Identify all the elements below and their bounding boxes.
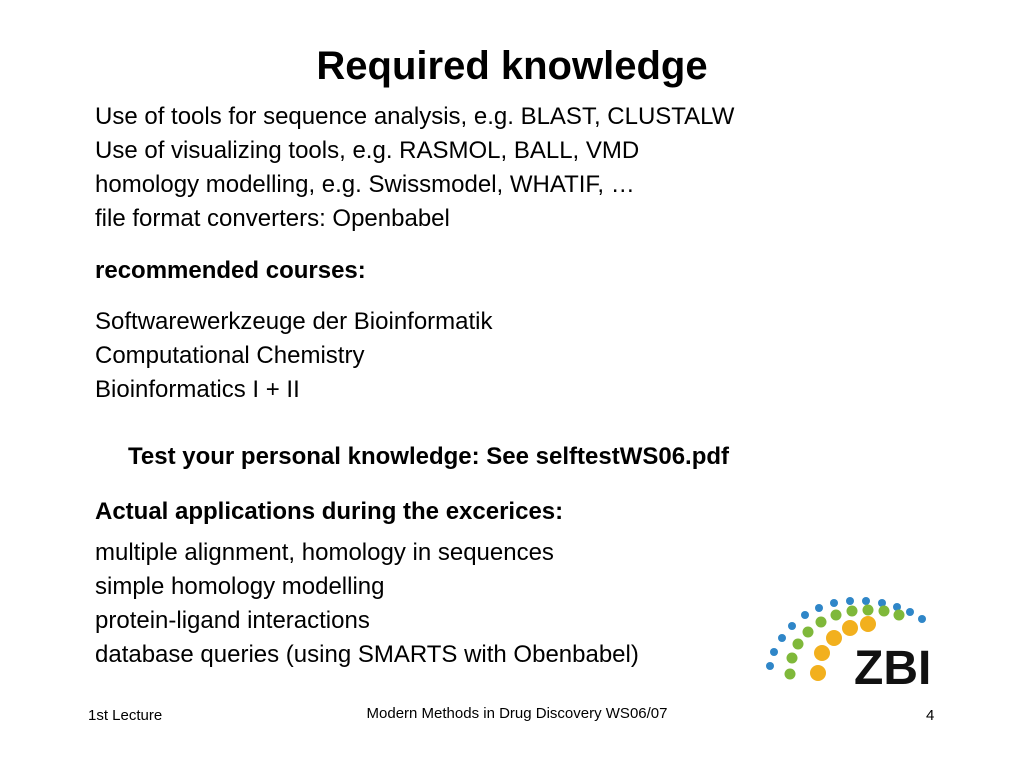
list-item: multiple alignment, homology in sequences	[95, 539, 554, 566]
applications-heading: Actual applications during the excerices:	[95, 498, 564, 525]
applications-list	[95, 536, 639, 672]
list-item: Use of tools for sequence analysis, e.g. BLAST, CLUSTALW	[95, 103, 735, 130]
list-item: Computational Chemistry	[95, 342, 365, 369]
footer-course-title: Modern Methods in Drug Discovery WS06/07	[366, 705, 668, 722]
required-knowledge-list	[95, 100, 734, 236]
list-item: database queries (using SMARTS with Obenbabel)	[95, 641, 639, 668]
selftest-note: Test your personal knowledge: See selftestWS06.pdf	[128, 443, 730, 470]
footer-page-number: 4	[926, 707, 935, 724]
recommended-courses-heading: recommended courses:	[95, 257, 366, 284]
logo-text: ZBI	[854, 642, 932, 690]
courses-list	[95, 305, 493, 407]
slide-title: Required knowledge	[316, 44, 708, 88]
list-item: protein-ligand interactions	[95, 607, 370, 634]
footer-lecture: 1st Lecture	[88, 707, 163, 724]
list-item: simple homology modelling	[95, 573, 385, 600]
list-item: Use of visualizing tools, e.g. RASMOL, BALL, VMD	[95, 137, 640, 164]
list-item: Softwarewerkzeuge der Bioinformatik	[95, 308, 493, 335]
list-item: file format converters: Openbabel	[95, 205, 450, 232]
zbi-logo	[752, 590, 952, 690]
list-item: homology modelling, e.g. Swissmodel, WHATIF, …	[95, 171, 635, 198]
list-item: Bioinformatics I + II	[95, 376, 300, 403]
